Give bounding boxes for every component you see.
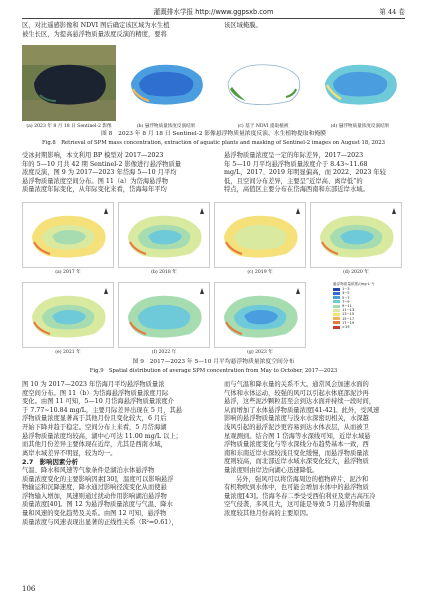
para1-right	[224, 152, 386, 195]
fig8-panel-a	[22, 45, 116, 121]
text-line: 质量浓度变化的主要影响因素[30]，温度可以影响悬浮	[22, 475, 174, 483]
body-left	[22, 381, 182, 527]
text-line: 南和东南近岸水深较浅且变化缓慢，而悬浮物质量浓	[224, 449, 369, 457]
fig9-panel	[214, 202, 306, 268]
legend-title: 悬浮物质量浓度/(mg·L⁻¹)	[333, 282, 375, 286]
fig9-panel-label: (d) 2020 年	[343, 270, 369, 275]
fig8-sub-b: (b) 悬浮物质量浓度反演结果	[136, 124, 196, 129]
text-line: 气体和水体运动，较强的风可以引起水体底部泥沙再	[224, 389, 369, 397]
fig8-caption-en: Fig.8 Retrieval of SPM mass concentration, extraction of aquatic plants and masking of Sentinel-2 images on August 18, 2023	[41, 140, 386, 146]
legend-label: 1~3	[342, 287, 350, 292]
fig9-panel	[118, 282, 210, 348]
text-line: 浅风引起的悬浮泥沙更容易到达水体表层，从而被卫	[224, 423, 369, 431]
spm-distribution-map	[22, 202, 114, 268]
text-line: 量浓度则由岸边向湖心迅速降低。	[224, 466, 319, 474]
spm-distribution-map	[214, 202, 306, 268]
text-line: 悬浮物质量浓度均较高，湖中心可达 11.00 mg/L 以上；	[22, 432, 182, 440]
legend-label: 15~17	[342, 316, 355, 321]
legend-label: 7~9	[342, 299, 350, 304]
spm-distribution-map	[118, 202, 210, 268]
top-lines-left	[22, 22, 169, 39]
text-line: 离岸水域差异不明显，较为均一。	[22, 449, 117, 457]
spm-distribution-map	[214, 282, 306, 348]
legend-label: 3~5	[342, 291, 350, 296]
text-line: 浓度较其他月份高的主要原因。	[224, 509, 313, 517]
top-lines-right	[224, 22, 262, 31]
running-header	[22, 6, 405, 19]
fig9-panel-label: (g) 2023 年	[247, 350, 273, 355]
text-line: 气温、降水和风速等气象条件是湖泊水体悬浮物	[22, 466, 155, 474]
text-line: 而与气温和降水量的关系不大。通常风会加速水面的	[224, 381, 369, 388]
spm-distribution-map	[22, 282, 114, 348]
text-line: mg/L，2017、2019 年明显偏高，而 2022、2023 年较	[224, 169, 386, 177]
fig9-panel	[310, 202, 402, 268]
text-line: 度则较高，而北部近岸水域水深变化较大，悬浮物质	[224, 458, 369, 466]
fig9-panel	[214, 282, 306, 348]
text-line: 浓度反演，图 9 为 2017—2023 年岱海 5—10 月平均	[22, 169, 177, 177]
legend-swatch	[333, 309, 340, 312]
satellite-image	[22, 45, 116, 121]
legend-swatch	[333, 300, 340, 303]
text-line: 变化。由图 11 可知，5—10 月岱海悬浮物质量浓度介	[22, 398, 174, 406]
fig9-panel-label: (e) 2021 年	[55, 350, 81, 355]
journal-header: 灌溉排水学报 http://www.ggpsxb.com	[153, 8, 274, 16]
text-line: 受冰封期影响，本文利用 BP 模型对 2017—2023	[22, 152, 164, 159]
fig8-panel-c	[216, 45, 310, 121]
text-line: 质量浓度年际变化，从年际变化来看，岱海每年平均	[22, 186, 167, 194]
text-line: 浮物质量浓度变化与等水深线分布趋势基本一致，西	[224, 441, 369, 449]
page-number: 106	[22, 585, 36, 593]
fig8-sub-d: (d) 悬浮物质量浓度反演结果	[330, 124, 390, 129]
text-line: 低，且空间分布差异，主要呈“近岸高、离岸低”的	[224, 177, 363, 185]
text-line: 度空间分布。图 11（b）为岱海悬浮物质量浓度月际	[22, 389, 169, 397]
text-line: 量和风速的变化趋势及关系。由图 12 可知，悬浮物	[22, 509, 167, 517]
fig9-panel-label: (c) 2019 年	[247, 270, 273, 275]
legend-label: 13~15	[342, 312, 355, 317]
fig8-caption-cn: 图 8 2023 年 8 月 18 日 Sentinel-2 影像悬浮物质量浓度反演、水生植物提取和掩膜	[101, 131, 326, 137]
fig8-sub-c: (c) 基于 NDVI 提取植被	[237, 124, 289, 129]
legend-swatch	[333, 296, 340, 299]
fig8-panel-b	[119, 45, 213, 121]
text-line: 特点，高值区主要分布在岱海西南和东部近岸水域。	[224, 186, 369, 194]
spm-distribution-map	[310, 202, 402, 268]
text-line: 质量浓度与风速表现出显著的正线性关系（R²=0.61），	[22, 518, 178, 526]
text-line: 质量浓度[40]。图 12 为悬浮物质量浓度与气温、降水	[22, 501, 173, 509]
legend-swatch	[333, 292, 340, 295]
text-line: 浮物输入增加，风速则通过扰动作用影响湖泊悬浮物	[22, 492, 167, 500]
text-line: 空气侵袭，多风且大，这可能是导致 5 月悬浮物质量	[224, 501, 371, 509]
fig9-panel-label: (b) 2018 年	[151, 270, 177, 275]
legend-swatch	[333, 313, 340, 316]
text-line: 星观测到。结合图 1 岱海等水深线可知，近岸水域悬	[224, 432, 371, 440]
legend-swatch	[333, 326, 340, 329]
legend-label: 11~13	[342, 308, 355, 313]
body-right	[224, 381, 379, 519]
masked-spm-map	[313, 45, 407, 121]
legend-label: 17~19	[342, 320, 355, 325]
ndvi-vegetation-map	[216, 45, 310, 121]
legend-swatch	[333, 321, 340, 324]
text-line: 影响的悬浮物质量浓度与浅水水深密切相关，水深越	[224, 415, 369, 423]
fig8-panel-d	[313, 45, 407, 121]
text-line: 而其他月份差异主要体现在近岸，尤其是西南水域，	[22, 441, 167, 449]
text-line: 浮物质量浓度显著高于其他月份且变化较大，6 月后	[22, 415, 167, 423]
fig9-legend	[333, 282, 407, 329]
volume-label: 第 44 卷	[379, 8, 405, 16]
para1-left	[22, 152, 181, 195]
text-line: 年的 5—10 月共 42 期 Sentinel-2 影像进行悬浮物质量	[22, 160, 182, 168]
text-line: 另外，强风可以将岱海周边的植物碎片、泥沙和	[236, 475, 369, 483]
legend-label: >19	[342, 325, 350, 330]
text-line: 区，对比遥感影像和 NDVI 图后确定该区域为水生植	[22, 22, 170, 29]
text-line: 图 10 为 2017—2023 年岱海月平均悬浮物质量浓	[22, 381, 165, 388]
text-line: 量浓度[43]。岱海冬春二季受受西伯利亚及蒙古高压冷	[224, 492, 376, 500]
fig9-caption-cn: 图 9 2017—2023 年 5—10 月平均悬浮物质量浓度空间分布	[132, 359, 295, 365]
legend-swatch	[333, 317, 340, 320]
legend-swatch	[333, 288, 340, 291]
fig9-panel-label: (f) 2022 年	[151, 350, 177, 355]
fig9-panel-label: (a) 2017 年	[55, 270, 81, 275]
text-line: 于 7.77~10.84 mg/L，主要月际差异出现在 5 月，其悬	[22, 406, 183, 414]
fig9-panel	[22, 202, 114, 268]
text-line: 从而增加了水体悬浮物质量浓度[41-42]。此外，受风速	[224, 406, 380, 414]
text-line: 该区域掩膜。	[224, 22, 262, 29]
text-line: 开始下降并趋于稳定。空间分布上来看，5 月岱海湖	[22, 423, 167, 431]
legend-label: 9~11	[342, 304, 352, 309]
legend-swatch	[333, 305, 340, 308]
fig9-caption-en: Fig.9 Spatial distribution of average SPM concentration from May to October, 2017—2023	[89, 368, 338, 374]
fig8-sub-a: (a) 2023 年 8 月 18 日 Sentinel-2 影像	[26, 124, 112, 129]
section-heading: 2.7 影响因素分析	[22, 458, 79, 467]
text-line: 悬浮物质量浓度空间分布。图 11（a）为岱海悬浮物	[22, 177, 169, 185]
legend-items	[333, 287, 407, 329]
text-line: 有机物吹到水体中，也可能会增加水体中的悬浮物质	[224, 484, 369, 492]
fig9-panel	[22, 282, 114, 348]
text-line: 物输运和沉降速度，降水通过影响径流变化从而使悬	[22, 484, 167, 492]
text-line: 被生长区，为提高悬浮物质量浓度反演的精度，要将	[22, 30, 167, 38]
legend-label: 5~7	[342, 295, 350, 300]
fig9-panel	[118, 202, 210, 268]
legend-item	[333, 325, 407, 329]
text-line: 年 5—10 月平均悬浮物质量浓度介于 8.43~11.68	[224, 160, 368, 168]
text-line: 悬浮，这些泥沙颗粒甚至会到达水面并持续一段时间，	[224, 398, 376, 406]
text-line: 悬浮物质量浓度呈一定的年际差异，2017—2023	[224, 152, 364, 159]
spm-map	[119, 45, 213, 121]
spm-distribution-map	[118, 282, 210, 348]
